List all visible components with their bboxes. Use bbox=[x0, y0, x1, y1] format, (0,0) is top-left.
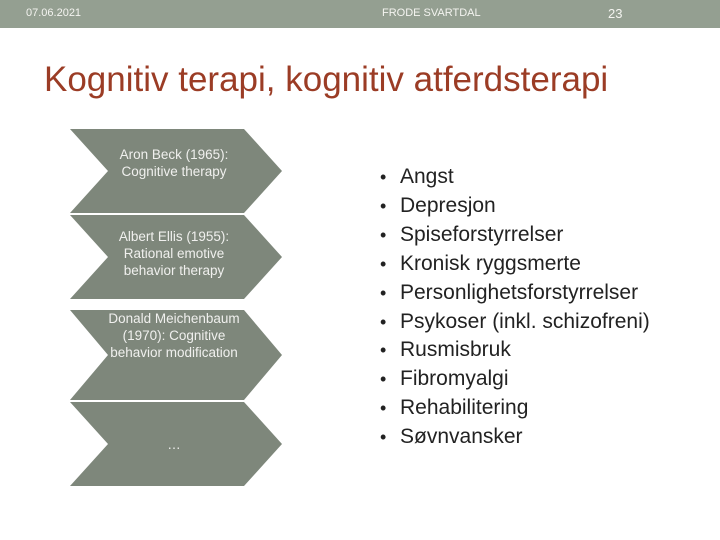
list-item: • Depresjon bbox=[380, 192, 650, 221]
list-item: • Angst bbox=[380, 163, 650, 192]
conditions-list bbox=[380, 163, 650, 452]
chevron-label-ellis: Albert Ellis (1955): Rational emotive behavior therapy bbox=[118, 229, 230, 278]
list-item: • Søvnvansker bbox=[380, 423, 650, 452]
list-item: • Rehabilitering bbox=[380, 394, 650, 423]
list-item: • Kronisk ryggsmerte bbox=[380, 250, 650, 279]
chevron-label-ellipsis: … bbox=[167, 437, 181, 452]
slide-author: FRODE SVARTDAL bbox=[382, 7, 481, 19]
slide-page-number: 23 bbox=[608, 6, 623, 21]
chevron-label-beck: Aron Beck (1965): Cognitive therapy bbox=[119, 147, 229, 179]
chevron-label-meichenbaum: Donald Meichenbaum (1970): Cognitive behavior modification bbox=[108, 311, 240, 360]
list-item: • Rusmisbruk bbox=[380, 336, 650, 365]
list-item: • Psykoser (inkl. schizofreni) bbox=[380, 308, 650, 337]
list-item: • Fibromyalgi bbox=[380, 365, 650, 394]
list-item: • Spiseforstyrrelser bbox=[380, 221, 650, 250]
slide-date: 07.06.2021 bbox=[26, 7, 82, 19]
list-item: • Personlighetsforstyrrelser bbox=[380, 279, 650, 308]
slide-title: Kognitiv terapi, kognitiv atferdsterapi bbox=[44, 60, 609, 99]
